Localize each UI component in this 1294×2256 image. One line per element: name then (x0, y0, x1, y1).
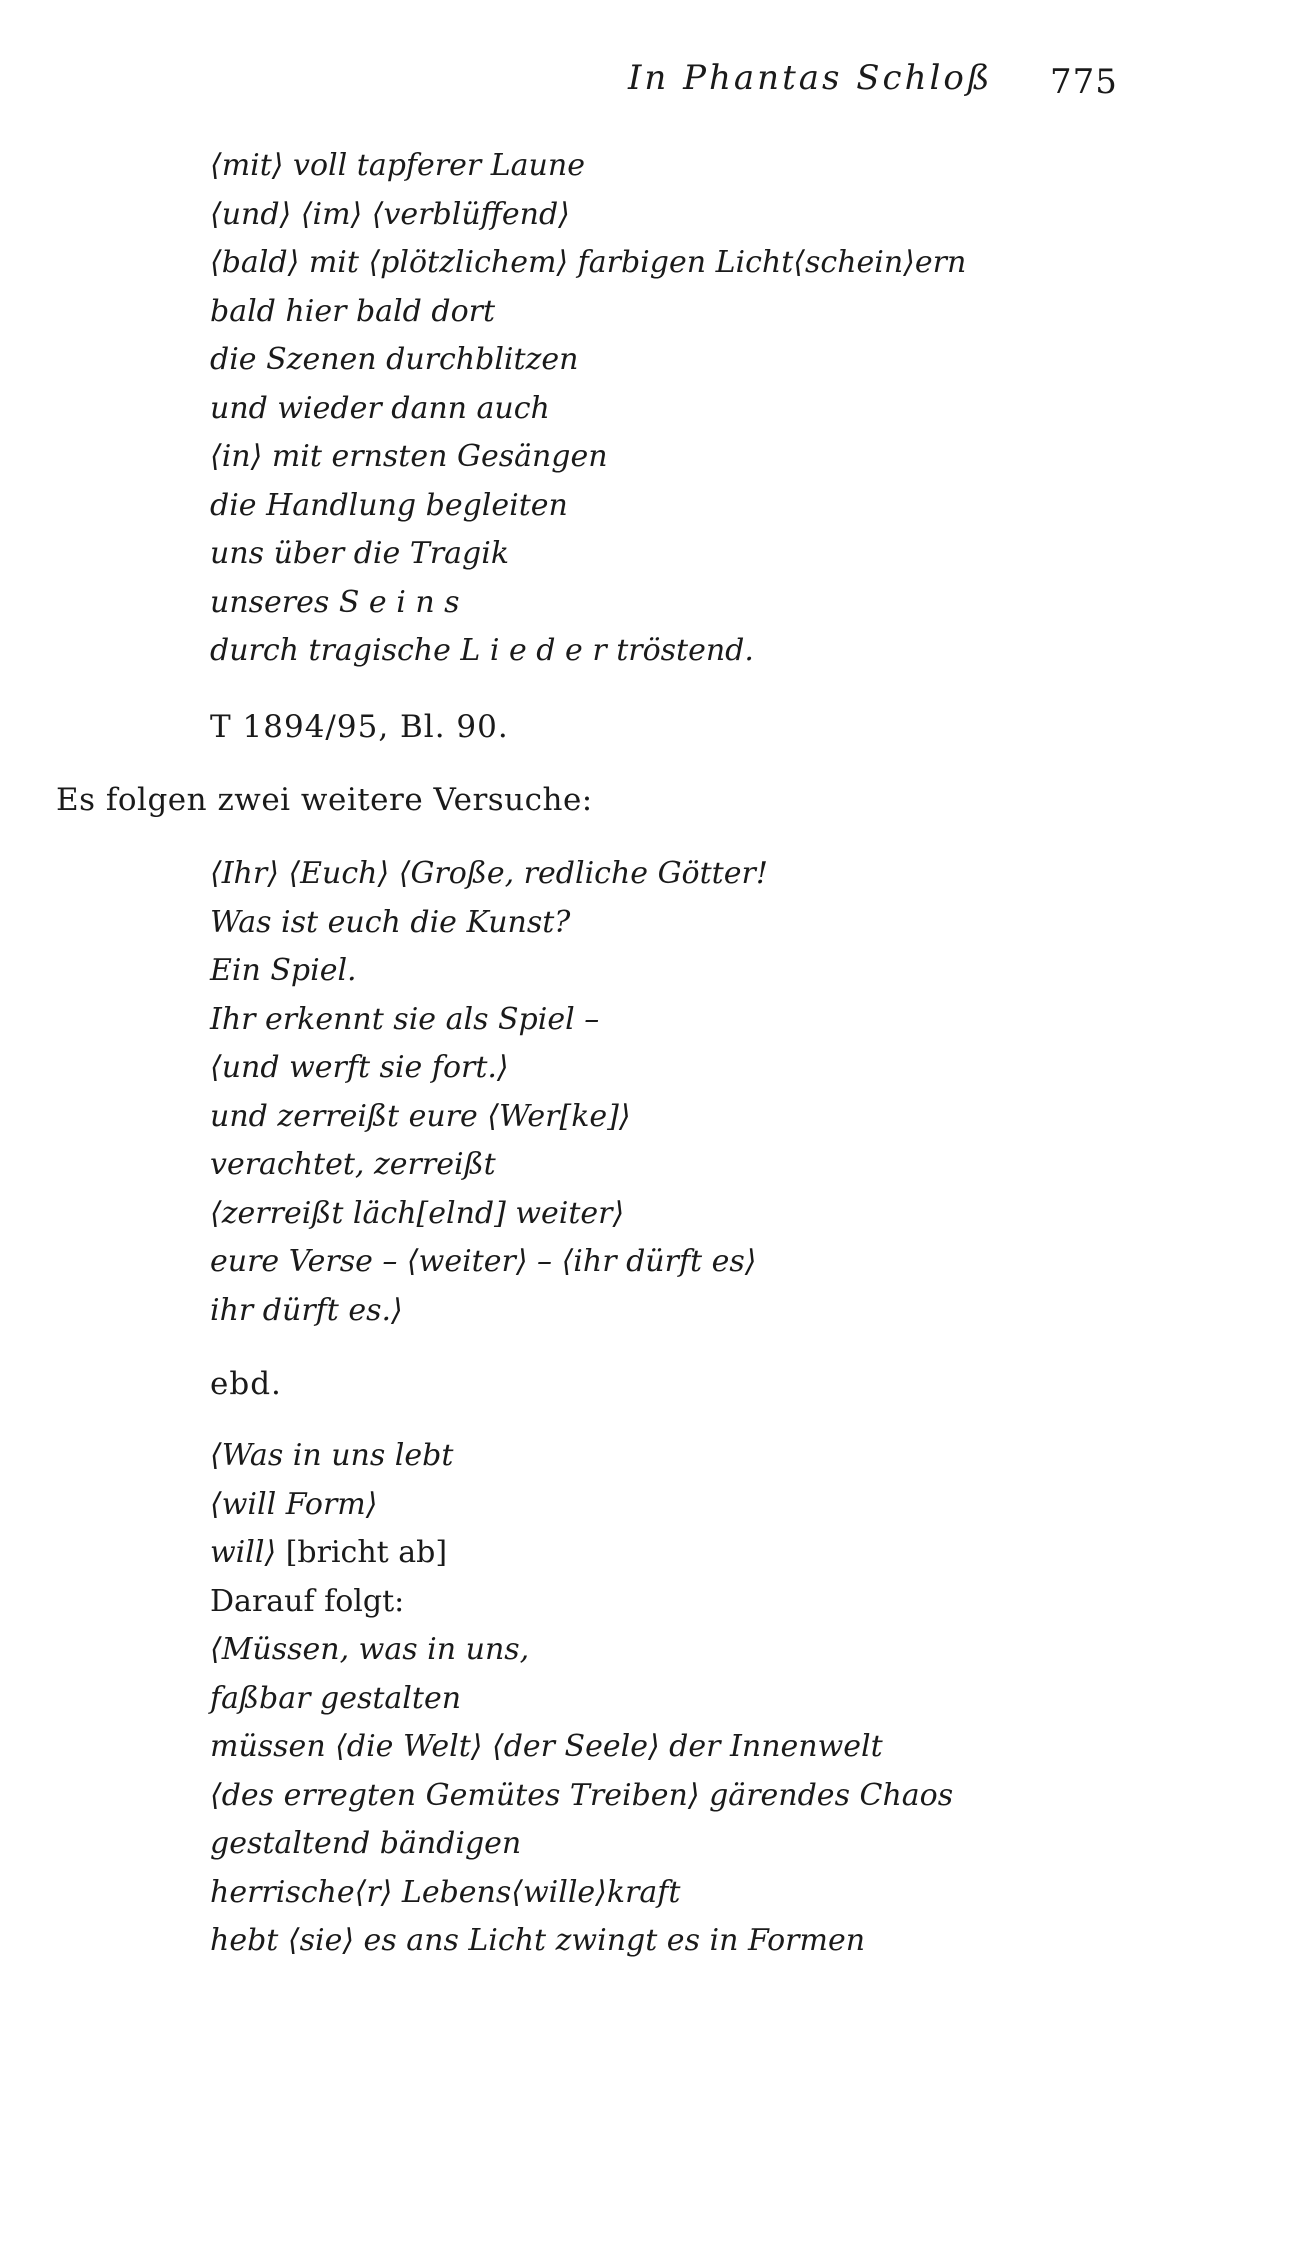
verse-line: ⟨bald⟩ mit ⟨plötzlichem⟩ farbigen Licht⟨schein⟩ern (210, 245, 967, 280)
verse-line: ⟨und werft sie fort.⟩ (210, 1050, 509, 1085)
verse-line: und zerreißt eure ⟨Wer[ke]⟩ (210, 1098, 631, 1134)
source-citation: T 1894/95, Bl. 90. (210, 709, 509, 745)
verse-line: müssen ⟨die Welt⟩ ⟨der Seele⟩ der Innenwelt (210, 1729, 883, 1764)
verse-line: Was ist euch die Kunst? (210, 904, 571, 940)
verse-block-2 (210, 850, 768, 1335)
verse-line: ⟨und⟩ ⟨im⟩ ⟨verblüffend⟩ (210, 196, 570, 232)
verse-block-1 (210, 142, 966, 676)
verse-line: ⟨will Form⟩ (210, 1486, 378, 1522)
verse-block-3 (210, 1432, 953, 1966)
verse-line: ⟨Was in uns lebt (210, 1438, 454, 1473)
verse-fragment: will⟩ (210, 1535, 277, 1570)
verse-line-mixed (210, 1529, 953, 1578)
verse-line: Ihr erkennt sie als Spiel – (210, 1001, 600, 1037)
verse-line: hebt ⟨sie⟩ es ans Licht zwingt es in Formen (210, 1923, 866, 1958)
verse-line: uns über die Tragik (210, 536, 510, 571)
verse-line: verachtet, zerreißt (210, 1147, 496, 1182)
verse-line: herrische⟨r⟩ Lebens⟨wille⟩kraft (210, 1874, 681, 1910)
verse-line: ihr dürft es.⟩ (210, 1292, 403, 1328)
verse-line: und wieder dann auch (210, 390, 550, 426)
verse-line: ⟨in⟩ mit ernsten Gesängen (210, 439, 608, 474)
verse-line: ⟨zerreißt läch[elnd] weiter⟩ (210, 1195, 625, 1231)
verse-line: gestaltend bändigen (210, 1826, 522, 1861)
verse-line: faßbar gestalten (210, 1680, 462, 1716)
verse-line: ⟨Ihr⟩ ⟨Euch⟩ ⟨Große, redliche Götter! (210, 856, 768, 891)
verse-line: durch tragische L i e d e r tröstend. (210, 633, 754, 668)
editorial-remark: Darauf folgt: (210, 1583, 405, 1619)
verse-line: eure Verse – ⟨weiter⟩ – ⟨ihr dürft es⟩ (210, 1244, 757, 1279)
verse-line: ⟨Müssen, was in uns, (210, 1632, 530, 1667)
verse-line: die Szenen durchblitzen (210, 342, 579, 377)
editorial-note: Es folgen zwei weitere Versuche: (56, 782, 593, 818)
source-citation: ebd. (210, 1366, 282, 1402)
verse-line: ⟨des erregten Gemütes Treiben⟩ gärendes Chaos (210, 1777, 954, 1813)
running-title: In Phantas Schloß (628, 58, 993, 98)
editorial-remark: [bricht ab] (276, 1535, 448, 1570)
page-number: 775 (1050, 62, 1118, 102)
verse-line: Ein Spiel. (210, 953, 357, 988)
verse-line: ⟨mit⟩ voll tapferer Laune (210, 148, 585, 183)
verse-line: die Handlung begleiten (210, 487, 568, 523)
verse-line: bald hier bald dort (210, 293, 496, 329)
verse-line: unseres S e i n s (210, 584, 460, 620)
